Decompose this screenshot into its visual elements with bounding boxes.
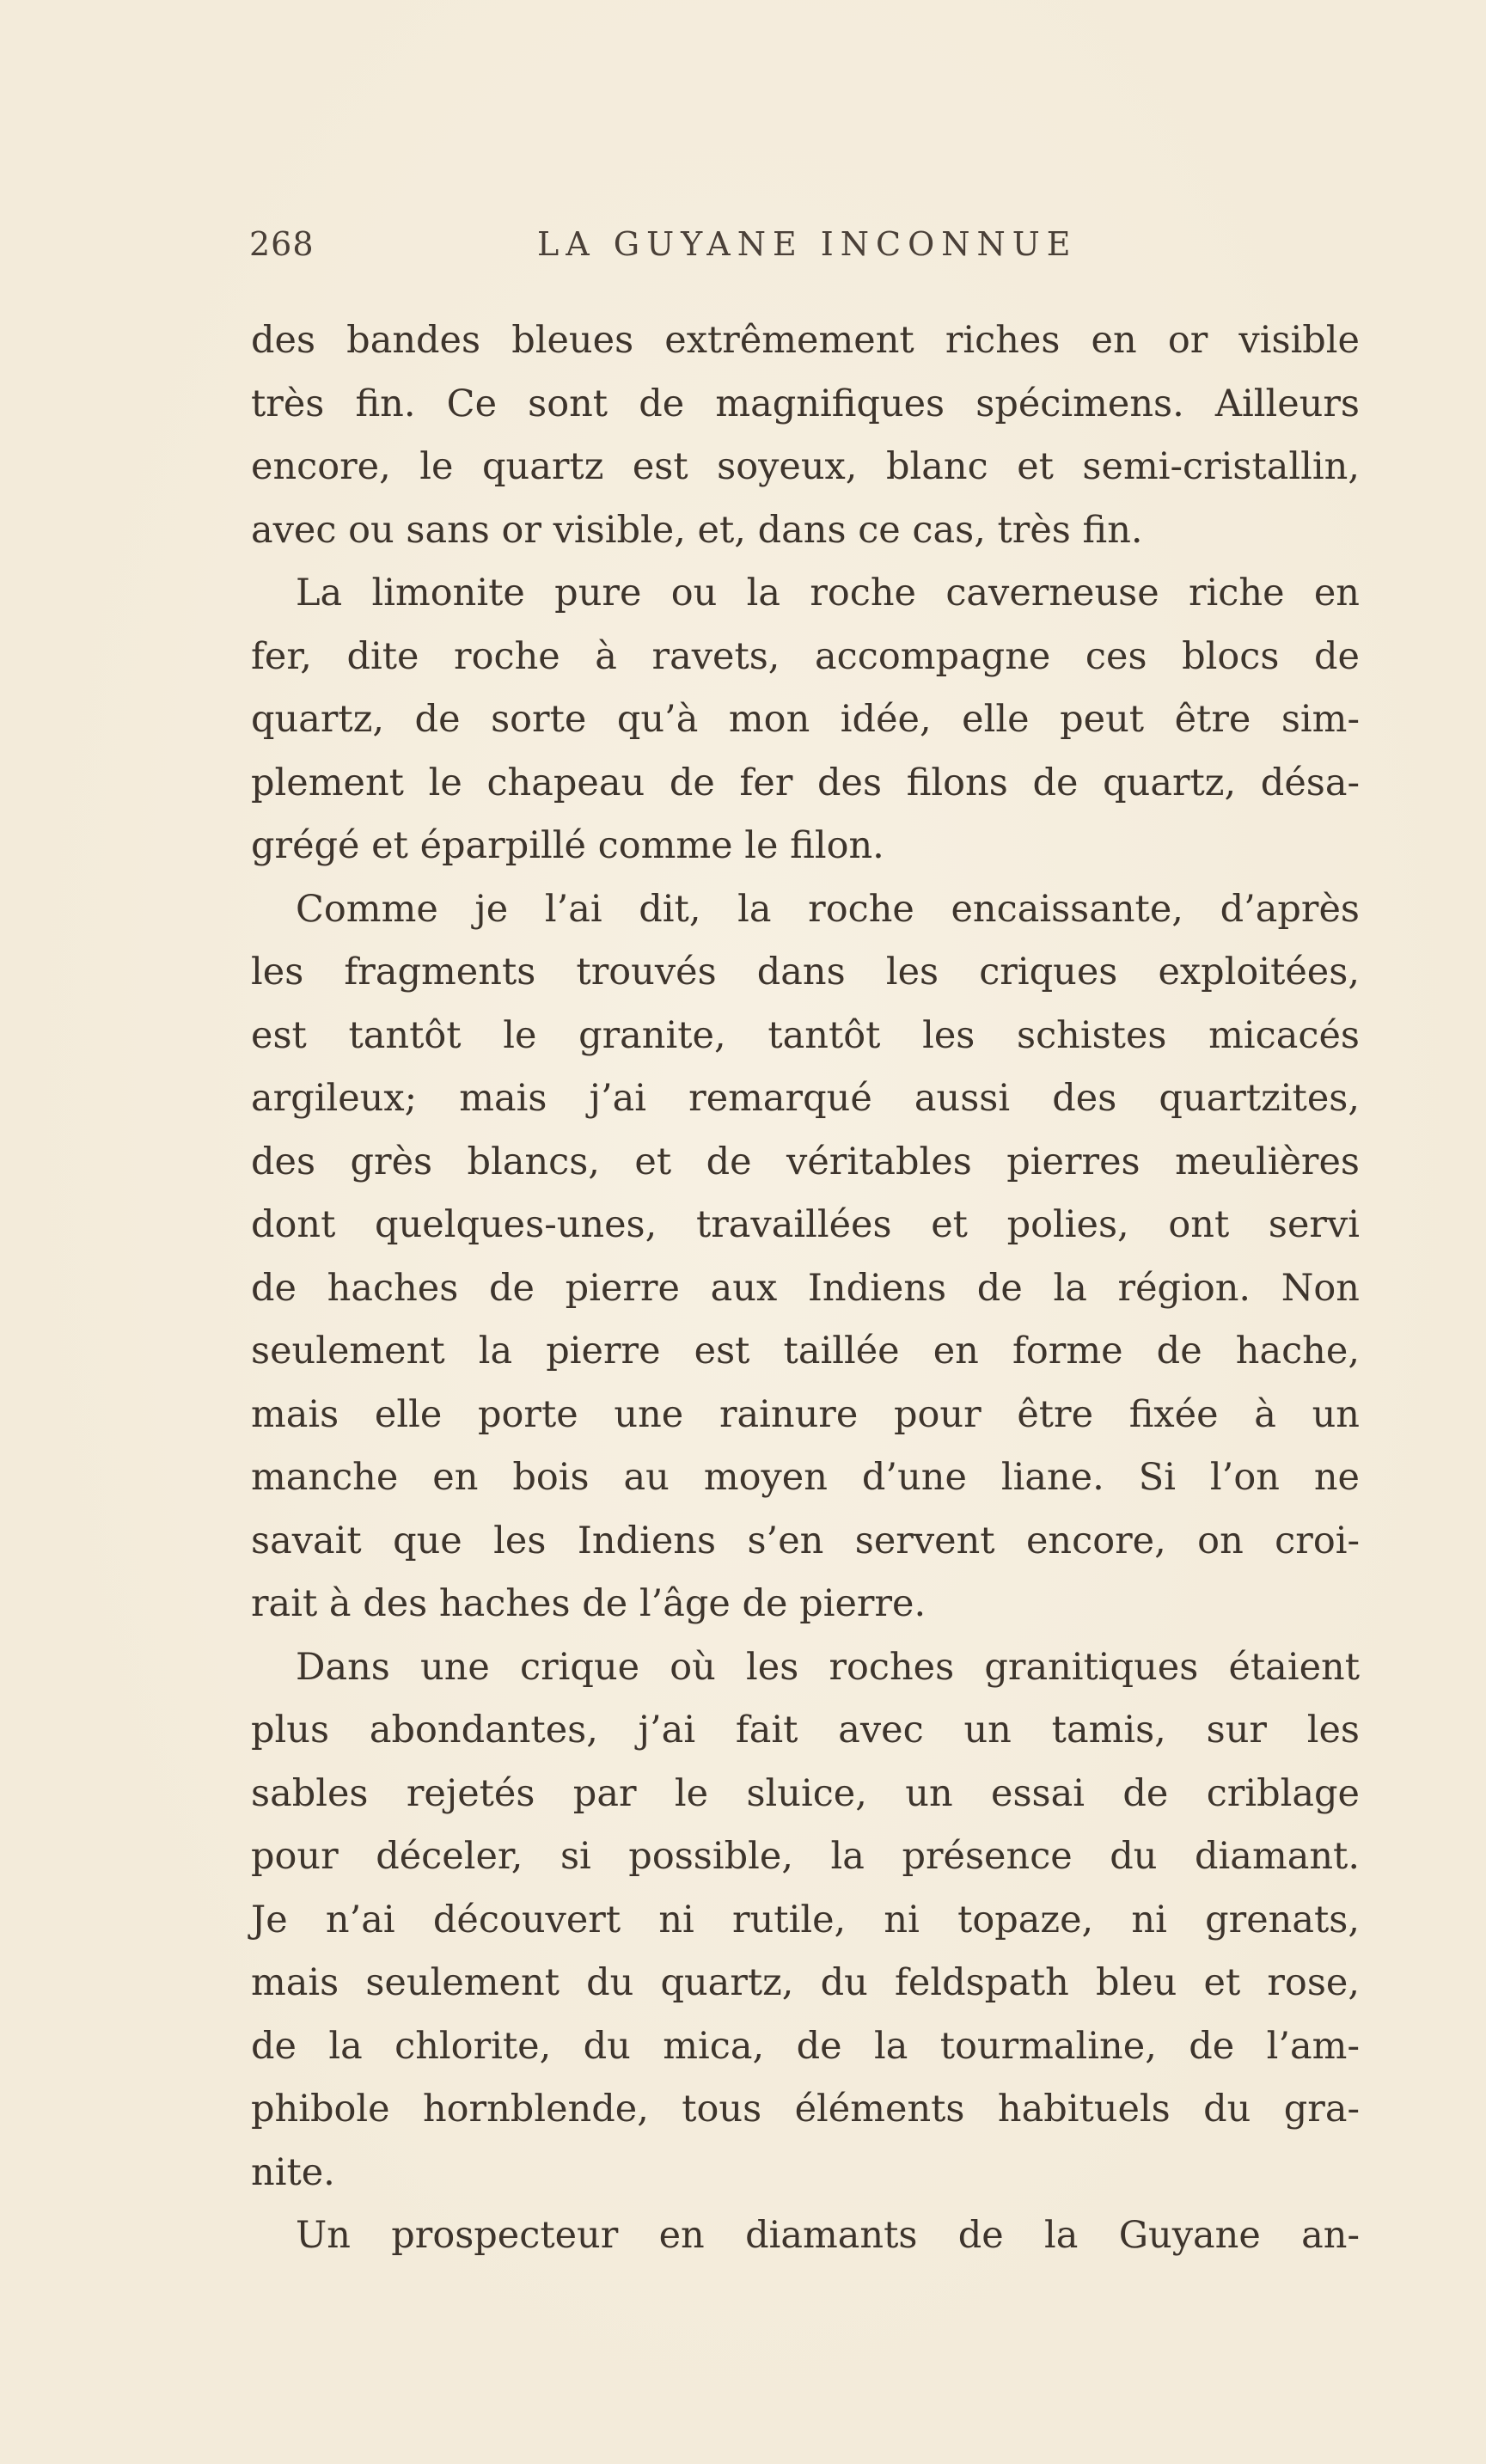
running-head <box>249 225 1358 268</box>
text-line: Dans une crique où les roches granitiques étaient <box>296 1645 1360 1689</box>
text-line: des bandes bleues extrêmement riches en or visible <box>251 319 1360 362</box>
text-line: fer, dite roche à ravets, accompagne ces blocs de <box>251 634 1360 678</box>
text-line: mais elle porte une rainure pour être fixée à un <box>251 1392 1360 1436</box>
text-line: argileux; mais j’ai remarqué aussi des quartzites, <box>251 1077 1360 1120</box>
text-line: plus abondantes, j’ai fait avec un tamis, sur les <box>251 1709 1360 1752</box>
text-line: manche en bois au moyen d’une liane. Si l’on ne <box>251 1456 1360 1499</box>
text-line: Je n’ai découvert ni rutile, ni topaze, ni grenats, <box>251 1898 1360 1941</box>
text-line: grégé et éparpillé comme le filon. <box>251 824 884 867</box>
text-line: plement le chapeau de fer des filons de quartz, désa- <box>251 761 1360 804</box>
text-line: mais seulement du quartz, du feldspath bleu et rose, <box>251 1961 1360 2004</box>
text-line: les fragments trouvés dans les criques exploitées, <box>251 951 1360 994</box>
text-line: savait que les Indiens s’en servent encore, on croi- <box>251 1519 1360 1562</box>
text-line: rait à des haches de l’âge de pierre. <box>251 1582 926 1625</box>
text-line: phibole hornblende, tous éléments habituels du gra- <box>251 2088 1360 2131</box>
text-line: Comme je l’ai dit, la roche encaissante, d’après <box>296 887 1360 931</box>
text-line: est tantôt le granite, tantôt les schistes micacés <box>251 1013 1360 1057</box>
text-line: très fin. Ce sont de magnifiques spécimens. Ailleurs <box>251 382 1360 425</box>
text-line: La limonite pure ou la roche caverneuse riche en <box>296 572 1360 614</box>
text-line: quartz, de sorte qu’à mon idée, elle peut être sim- <box>251 698 1360 741</box>
body-text <box>251 309 1360 2268</box>
text-line: Un prospecteur en diamants de la Guyane an- <box>296 2214 1360 2257</box>
text-line: sables rejetés par le sluice, un essai de criblage <box>251 1771 1360 1815</box>
text-line: de la chlorite, du mica, de la tourmaline, de l’am- <box>251 2024 1360 2068</box>
text-line: dont quelques-unes, travaillées et polies, ont servi <box>251 1203 1360 1246</box>
text-line: avec ou sans or visible, et, dans ce cas, très fin. <box>251 508 1143 552</box>
text-line: encore, le quartz est soyeux, blanc et semi-cristallin, <box>251 445 1360 488</box>
running-title: LA GUYANE INCONNUE <box>537 225 1078 263</box>
page-number: 268 <box>249 225 315 263</box>
text-line: de haches de pierre aux Indiens de la région. Non <box>251 1266 1360 1310</box>
text-line: pour déceler, si possible, la présence du diamant. <box>251 1835 1360 1878</box>
text-line: seulement la pierre est taillée en forme de hache, <box>251 1330 1360 1373</box>
text-line: nite. <box>251 2150 335 2194</box>
text-line: des grès blancs, et de véritables pierres meulières <box>251 1140 1360 1183</box>
